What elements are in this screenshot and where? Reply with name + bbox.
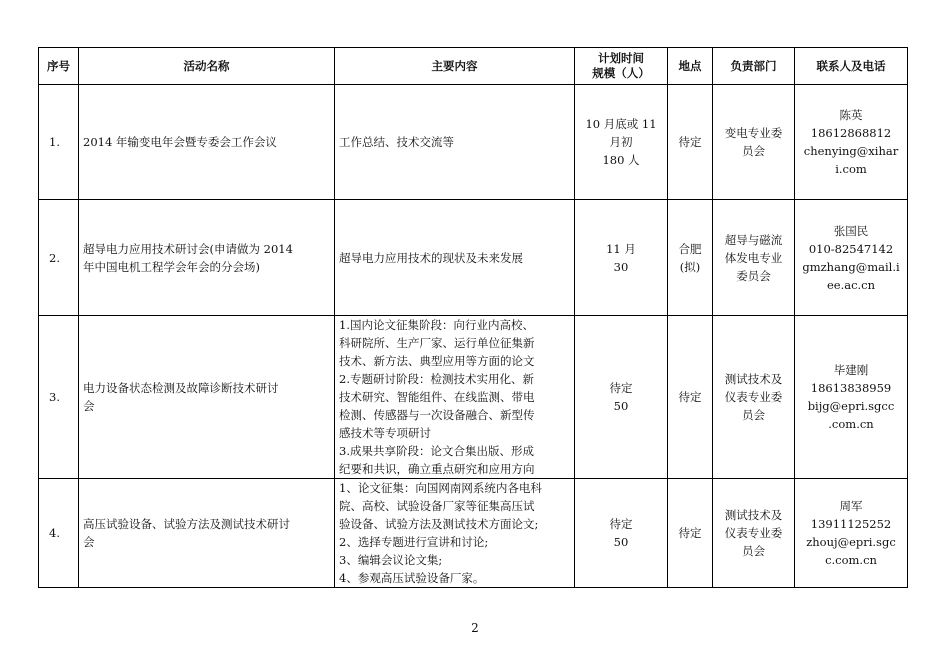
cell-main-content-line: 工作总结、技术交流等 [339,135,454,149]
cell-department-line: 仪表专业委 [724,526,783,540]
activity-schedule-table [38,47,908,588]
cell-contact-line: 13911125252 [810,517,892,531]
table-body [39,85,908,588]
cell-main-content-line: 3、编辑会议论文集; [339,553,443,567]
cell-contact-line: 18612868812 [810,126,892,140]
cell-location [668,200,713,316]
cell-plan-scale [575,479,668,588]
cell-plan-scale-line: 10 月底或 11 [585,117,657,131]
cell-contact-line: i.com [835,162,867,176]
cell-contact-line: bijg@epri.sgcc [807,399,895,413]
cell-main-content-line: 2、选择专题进行宣讲和讨论; [339,535,489,549]
header-location: 地点 [668,48,713,85]
cell-main-content-line: 超导电力应用技术的现状及未来发展 [339,250,523,265]
cell-location [668,85,713,200]
cell-contact-line: 18613838959 [810,381,892,395]
cell-main-content-line: 3.成果共享阶段：论文合集出版、形成 [339,444,534,458]
cell-department [713,479,795,588]
cell-contact [795,316,908,479]
cell-plan-scale [575,200,668,316]
cell-plan-scale [575,85,668,200]
cell-contact-line: zhouj@epri.sgc [806,535,896,549]
cell-department-line: 测试技术及 [724,508,783,522]
cell-main-content-line: 科研院所、生产厂家、运行单位征集新 [339,336,535,350]
cell-activity-name-line: 会 [83,535,95,549]
cell-department-line: 员会 [742,144,765,158]
cell-main-content-line: 技术、新方法、典型应用等方面的论文 [339,354,535,368]
cell-plan-scale-line: 11 月 [606,241,636,256]
cell-contact-line: .com.cn [828,417,874,431]
cell-contact-line: ee.ac.cn [826,277,876,292]
cell-main-content-line: 感技术等专项研讨 [339,426,431,440]
cell-activity-name [79,479,335,588]
cell-department-line: 测试技术及 [724,372,783,386]
cell-seq: 2. [39,200,79,316]
cell-contact [795,479,908,588]
cell-department [713,85,795,200]
cell-department-line: 超导与磁流 [724,232,783,247]
header-plan-scale [575,48,668,85]
cell-activity-name [79,85,335,200]
cell-contact-line: chenying@xihar [803,144,899,158]
cell-location-line: 待定 [678,390,702,404]
cell-department-line: 仪表专业委 [724,390,783,404]
cell-contact-line: 周军 [839,499,863,513]
header-contact: 联系人及电话 [795,48,908,85]
cell-location-line: 合肥 [678,241,702,256]
cell-main-content-line: 院、高校、试验设备厂家等征集高压试 [339,499,535,513]
cell-location [668,316,713,479]
cell-seq: 1. [39,85,79,200]
cell-contact [795,85,908,200]
cell-activity-name-line: 电力设备状态检测及故障诊断技术研讨 [83,381,279,395]
cell-activity-name-line: 2014 年输变电年会暨专委会工作会议 [83,135,277,149]
cell-plan-scale-line: 50 [613,535,629,549]
table-row [39,316,908,479]
cell-activity-name-line: 年中国电机工程学会年会的分会场) [83,259,260,274]
cell-main-content [335,316,575,479]
cell-seq: 4. [39,479,79,588]
cell-contact-line: 张国民 [833,223,869,238]
header-seq: 序号 [39,48,79,85]
cell-plan-scale-line: 180 人 [602,153,640,167]
cell-department [713,200,795,316]
header-plan-line1: 计划时间 [598,51,644,65]
cell-location-line: 待定 [678,526,702,540]
cell-contact-line: c.com.cn [825,553,877,567]
cell-activity-name-line: 高压试验设备、试验方法及测试技术研讨 [83,517,290,531]
header-row [39,48,908,85]
cell-plan-scale-line: 50 [613,399,629,413]
cell-main-content-line: 验设备、试验方法及测试技术方面论文; [339,517,539,531]
cell-main-content-line: 1、论文征集：向国网南网系统内各电科 [339,481,542,495]
cell-main-content-line: 1.国内论文征集阶段：向行业内高校、 [339,318,534,332]
cell-main-content [335,200,575,316]
cell-location [668,479,713,588]
cell-contact-line: gmzhang@mail.i [802,259,900,274]
page-number: 2 [471,621,479,635]
cell-location-line: (拟) [679,259,701,274]
cell-activity-name [79,316,335,479]
cell-location-line: 待定 [678,135,702,149]
cell-activity-name-line: 会 [83,399,95,413]
cell-activity-name [79,200,335,316]
header-main-content: 主要内容 [335,48,575,85]
cell-plan-scale-line: 30 [613,259,629,274]
table-row [39,85,908,200]
cell-main-content [335,85,575,200]
table-row [39,479,908,588]
cell-contact-line: 陈英 [839,108,863,122]
cell-contact-line: 010-82547142 [808,241,894,256]
cell-department [713,316,795,479]
cell-main-content-line: 技术研究、智能组件、在线监测、带电 [339,390,535,404]
cell-department-line: 变电专业委 [724,126,783,140]
cell-plan-scale-line: 待定 [609,517,633,531]
cell-department-line: 员会 [742,544,765,558]
cell-plan-scale-line: 月初 [609,135,633,149]
cell-main-content-line: 检测、传感器与一次设备融合、新型传 [339,408,535,422]
cell-main-content-line: 4、参观高压试验设备厂家。 [339,571,485,585]
cell-department-line: 委员会 [736,268,771,283]
header-department: 负责部门 [713,48,795,85]
cell-plan-scale-line: 待定 [609,381,633,395]
cell-activity-name-line: 超导电力应用技术研讨会(申请做为 2014 [83,241,293,256]
cell-seq: 3. [39,316,79,479]
cell-department-line: 员会 [742,408,765,422]
cell-contact [795,200,908,316]
header-plan-line2: 规模（人） [592,66,650,80]
table-row [39,200,908,316]
cell-main-content-line: 2.专题研讨阶段：检测技术实用化、新 [339,372,534,386]
cell-main-content-line: 纪要和共识，确立重点研究和应用方向 [339,462,535,476]
cell-department-line: 体发电专业 [724,250,783,265]
cell-plan-scale [575,316,668,479]
header-activity-name: 活动名称 [79,48,335,85]
cell-contact-line: 毕建刚 [833,363,869,377]
cell-main-content [335,479,575,588]
